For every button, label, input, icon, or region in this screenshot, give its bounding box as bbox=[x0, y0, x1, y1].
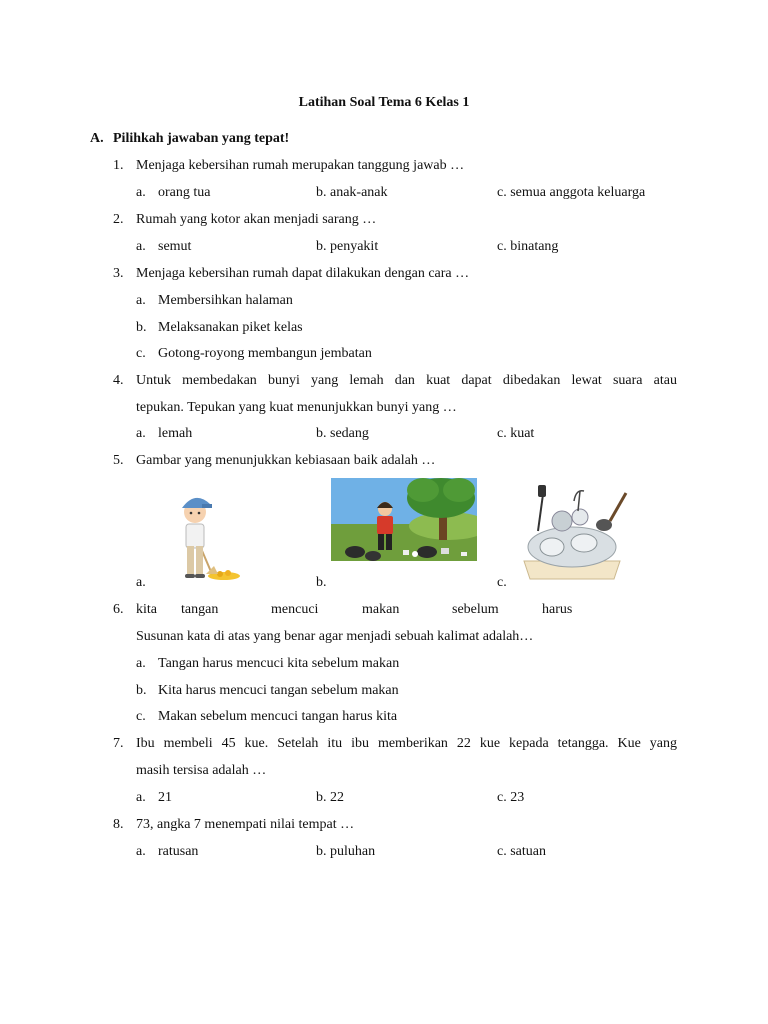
q5-option-c-label: c. bbox=[497, 575, 507, 590]
q3-option-a: Membersihkan halaman bbox=[158, 293, 293, 308]
q3-option-b-label: b. bbox=[136, 320, 147, 335]
q6-word: harus bbox=[542, 602, 573, 617]
q7-text-line1: Ibu membeli 45 kue. Setelah itu ibu memberikan 22 kue kepada tetangga. Kue yang bbox=[136, 736, 677, 751]
q4-text-line1: Untuk membedakan bunyi yang lemah dan kuat dapat dibedakan lewat suara atau bbox=[136, 373, 677, 388]
q3-option-c-label: c. bbox=[136, 346, 146, 361]
q3-option-b: Melaksanakan piket kelas bbox=[158, 320, 303, 335]
q5-text: Gambar yang menunjukkan kebiasaan baik adalah … bbox=[136, 453, 436, 468]
q7-option-c: c. 23 bbox=[497, 790, 525, 805]
q6-option-a-label: a. bbox=[136, 656, 146, 671]
q7-number: 7. bbox=[113, 736, 124, 751]
q6-word: sebelum bbox=[452, 602, 499, 617]
q3-number: 3. bbox=[113, 266, 124, 281]
q6-option-b-label: b. bbox=[136, 683, 147, 698]
q6-option-b: Kita harus mencuci tangan sebelum makan bbox=[158, 683, 399, 698]
q7-option-b: b. 22 bbox=[316, 790, 344, 805]
section-heading: Pilihkah jawaban yang tepat! bbox=[113, 131, 290, 146]
q4-text-line2: tepukan. Tepukan yang kuat menunjukkan bunyi yang … bbox=[136, 400, 457, 415]
page-title: Latihan Soal Tema 6 Kelas 1 bbox=[298, 95, 470, 110]
q2-text: Rumah yang kotor akan menjadi sarang … bbox=[136, 212, 377, 227]
q3-option-c: Gotong-royong membangun jembatan bbox=[158, 346, 372, 361]
q7-option-a: 21 bbox=[158, 790, 172, 805]
q6-number: 6. bbox=[113, 602, 124, 617]
q3-option-a-label: a. bbox=[136, 293, 146, 308]
q6-option-c-label: c. bbox=[136, 709, 146, 724]
q1-option-b: b. anak-anak bbox=[316, 185, 388, 200]
q8-text: 73, angka 7 menempati nilai tempat … bbox=[136, 817, 355, 832]
q8-option-b: b. puluhan bbox=[316, 844, 376, 859]
q2-number: 2. bbox=[113, 212, 124, 227]
q1-option-a: orang tua bbox=[158, 185, 211, 200]
q4-option-c: c. kuat bbox=[497, 426, 535, 441]
q2-option-c: c. binatang bbox=[497, 239, 559, 254]
littering-scene-image bbox=[331, 478, 477, 561]
q8-option-c: c. satuan bbox=[497, 844, 546, 859]
q4-option-a: lemah bbox=[158, 426, 193, 441]
q8-option-a: ratusan bbox=[158, 844, 199, 859]
q6-word: tangan bbox=[181, 602, 219, 617]
section-letter: A. bbox=[90, 131, 104, 146]
q2-option-a: semut bbox=[158, 239, 192, 254]
q5-option-b-label: b. bbox=[316, 575, 327, 590]
q6-option-c: Makan sebelum mencuci tangan harus kita bbox=[158, 709, 398, 724]
q1-option-a-label: a. bbox=[136, 185, 146, 200]
q7-option-a-label: a. bbox=[136, 790, 146, 805]
q5-option-a-label: a. bbox=[136, 575, 146, 590]
q6-word: mencuci bbox=[271, 602, 319, 617]
q8-option-a-label: a. bbox=[136, 844, 146, 859]
q6-word: makan bbox=[362, 602, 400, 617]
q6-word: kita bbox=[136, 602, 157, 617]
q3-text: Menjaga kebersihan rumah dapat dilakukan dengan cara … bbox=[136, 266, 470, 281]
q4-option-a-label: a. bbox=[136, 426, 146, 441]
boy-sweeping-image bbox=[172, 488, 242, 582]
q1-option-c: c. semua anggota keluarga bbox=[497, 185, 646, 200]
q4-option-b: b. sedang bbox=[316, 426, 369, 441]
q6-instruction: Susunan kata di atas yang benar agar menjadi sebuah kalimat adalah… bbox=[136, 629, 534, 644]
q2-option-b: b. penyakit bbox=[316, 239, 379, 254]
q2-option-a-label: a. bbox=[136, 239, 146, 254]
dirty-dishes-image bbox=[518, 481, 630, 585]
q1-number: 1. bbox=[113, 158, 124, 173]
q4-number: 4. bbox=[113, 373, 124, 388]
q5-number: 5. bbox=[113, 453, 124, 468]
q1-text: Menjaga kebersihan rumah merupakan tanggung jawab … bbox=[136, 158, 465, 173]
q6-option-a: Tangan harus mencuci kita sebelum makan bbox=[158, 656, 400, 671]
q8-number: 8. bbox=[113, 817, 124, 832]
q7-text-line2: masih tersisa adalah … bbox=[136, 763, 267, 778]
